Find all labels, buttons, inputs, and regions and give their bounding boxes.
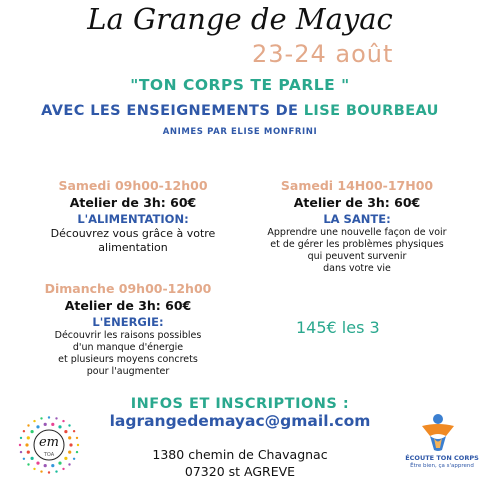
logo-sub-text: TOA	[43, 452, 55, 458]
session-price: Atelier de 3h: 60€	[64, 298, 192, 313]
address-line: 07320 st AGREVE	[184, 464, 296, 479]
theme-heading: "TON CORPS TE PARLE "	[130, 76, 350, 94]
session-saturday-afternoon	[244, 178, 470, 275]
logo-brand-name: ÉCOUTE TON CORPS	[405, 454, 479, 462]
session-description	[18, 227, 248, 255]
contact-heading: INFOS ET INSCRIPTIONS :	[130, 396, 350, 412]
description-line: qui peuvent survenir	[307, 251, 407, 262]
contact-email[interactable]: lagrangedemayac@gmail.com	[109, 412, 371, 430]
address-line: 1380 chemin de Chavagnac	[152, 447, 328, 462]
description-line: et de gérer les problèmes physiques	[270, 239, 444, 250]
description-line: d'un manque d'énergie	[72, 342, 184, 353]
ecoute-ton-corps-logo-icon	[400, 412, 480, 480]
description-line: pour l'augmenter	[86, 366, 170, 377]
session-price: Atelier de 3h: 60€	[69, 195, 197, 210]
session-time: Samedi 14H00-17H00	[280, 178, 434, 193]
session-description	[244, 227, 470, 275]
teacher-name: LISE BOURBEAU	[303, 103, 439, 119]
session-sunday-morning	[8, 281, 248, 378]
description-line: dans votre vie	[323, 263, 391, 274]
event-date: 23-24 août	[252, 40, 394, 68]
logo-mark-text: em	[38, 435, 60, 450]
description-line: et plusieurs moyens concrets	[58, 354, 198, 365]
session-description	[8, 330, 248, 378]
animator-line: ANIMES PAR ELISE MONFRINI	[162, 127, 318, 137]
description-line: Découvrez vous grâce à votre	[50, 227, 216, 240]
session-saturday-morning	[18, 178, 248, 255]
bundle-price: 145€ les 3	[296, 318, 380, 337]
teachings-prefix: AVEC LES ENSEIGNEMENTS DE	[41, 103, 304, 119]
description-line: alimentation	[98, 241, 168, 254]
description-line: Découvrir les raisons possibles	[54, 330, 202, 341]
session-topic: LA SANTE:	[323, 212, 391, 226]
teachings-line	[0, 103, 480, 119]
title: La Grange de Mayac	[87, 2, 393, 36]
session-topic: L'ENERGIE:	[92, 315, 164, 329]
logo-tagline: Être bien, ça s'apprend	[410, 463, 474, 469]
description-line: Apprendre une nouvelle façon de voir	[267, 227, 447, 238]
session-time: Dimanche 09h00-12h00	[44, 281, 212, 296]
session-time: Samedi 09h00-12h00	[58, 178, 208, 193]
session-topic: L'ALIMENTATION:	[77, 212, 189, 226]
em-toa-logo-icon	[4, 410, 94, 480]
session-price: Atelier de 3h: 60€	[293, 195, 421, 210]
